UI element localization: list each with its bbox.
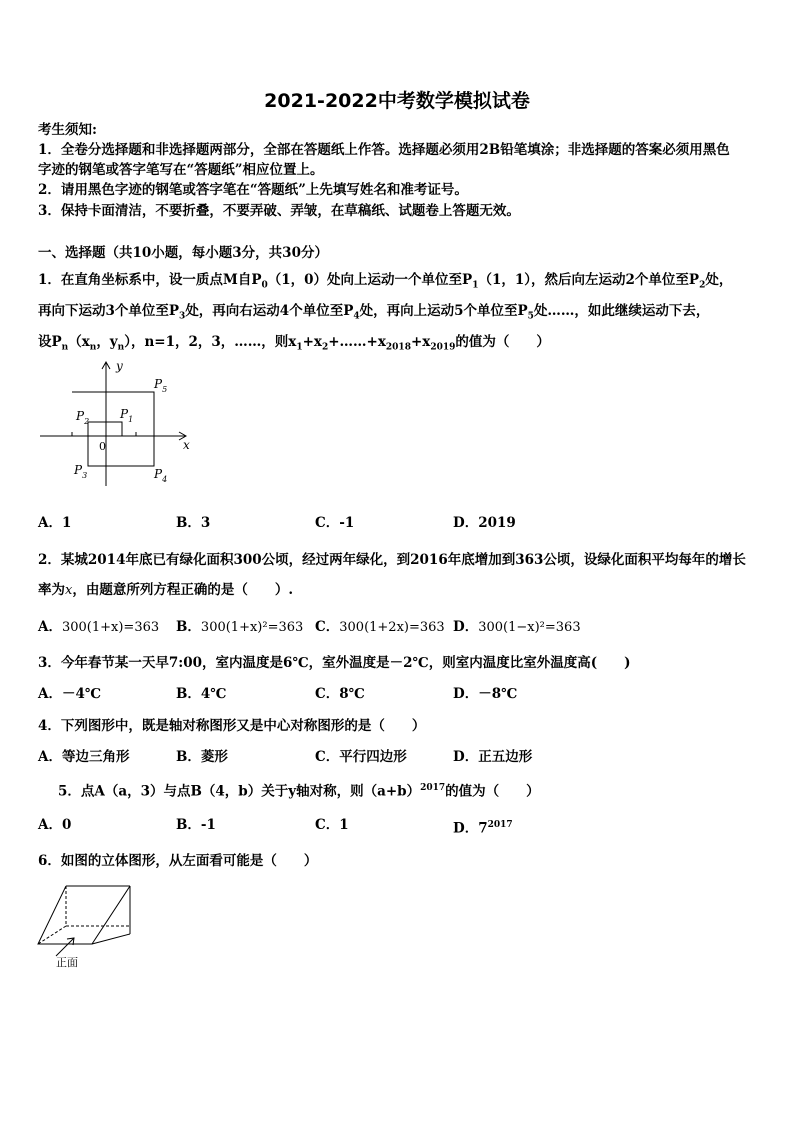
notice-item-1a: 1．全卷分选择题和非选择题两部分，全部在答题纸上作答。选择题必须用2B铅笔填涂；非选择题的答案必须用黑色 bbox=[38, 142, 730, 158]
front-view-label: 正面 bbox=[56, 956, 78, 969]
q6-solid-figure bbox=[34, 880, 144, 972]
q1-option-d[interactable]: D．2019 bbox=[453, 515, 516, 531]
fig-origin-label: 0 bbox=[99, 440, 106, 453]
q5-option-c[interactable]: C．1 bbox=[315, 817, 349, 833]
q2-line1: 2．某城2014年底已有绿化面积300公顷，经过两年绿化，到2016年底增加到363公顷，设绿化面积平均每年的增长 bbox=[38, 552, 746, 568]
q1-line3: 设$P_n(x_n$，$y_n$），n=1，2，3，……，则$x_1+x_2+\dots\dots+x_{2018}+x_{2019}$的值为（ ） bbox=[38, 334, 550, 353]
q5-option-a[interactable]: A．0 bbox=[38, 817, 72, 833]
q1-coordinate-figure bbox=[36, 356, 206, 496]
q5-option-d[interactable]: D．$7^{2017}$ bbox=[453, 820, 513, 837]
q5-option-b[interactable]: B．-1 bbox=[176, 817, 216, 833]
page-title: 2021-2022中考数学模拟试卷 bbox=[264, 90, 530, 112]
q2-option-c[interactable]: C．300(1+2x)=363 bbox=[315, 619, 445, 635]
q1-option-b[interactable]: B．3 bbox=[176, 515, 211, 531]
fig-x-label: x bbox=[183, 438, 190, 452]
q1-line1: 1．在直角坐标系中，设一质点M自$P_0(1$，0）处向上运动一个单位至$P_1(1$，1），然后向左运动2个单位至$P_2$处， bbox=[38, 272, 733, 291]
q4-option-a[interactable]: A．等边三角形 bbox=[38, 749, 130, 765]
q4-text: 4．下列图形中，既是轴对称图形又是中心对称图形的是（ ） bbox=[38, 718, 426, 734]
q2-option-a[interactable]: A．300(1+x)=363 bbox=[38, 619, 160, 635]
q4-option-b[interactable]: B．菱形 bbox=[176, 749, 228, 765]
fig-p5-label: $P_5$ bbox=[154, 377, 168, 394]
fig-p3-label: $P_3$ bbox=[74, 463, 88, 480]
q2-option-d[interactable]: D．300(1−x)²=363 bbox=[453, 619, 581, 635]
notice-item-3: 3．保持卡面清洁，不要折叠，不要弄破、弄皱，在草稿纸、试题卷上答题无效。 bbox=[38, 203, 520, 219]
q6-text: 6．如图的立体图形，从左面看可能是（ ） bbox=[38, 853, 318, 869]
fig-p2-label: $P_2$ bbox=[76, 409, 90, 426]
q3-option-a[interactable]: A．－4℃ bbox=[38, 686, 102, 702]
notice-item-2: 2．请用黑色字迹的钢笔或答字笔在“答题纸”上先填写姓名和准考证号。 bbox=[38, 182, 468, 198]
notice-item-1b: 字迹的钢笔或答字笔写在“答题纸”相应位置上。 bbox=[38, 162, 324, 178]
q1-line2: 再向下运动3个单位至$P_3$处，再向右运动4个单位至$P_4$处，再向上运动5个单位至$P_5$处……，如此继续运动下去， bbox=[38, 303, 710, 322]
q3-option-c[interactable]: C．8℃ bbox=[315, 686, 365, 702]
q4-option-c[interactable]: C．平行四边形 bbox=[315, 749, 407, 765]
q2-option-b[interactable]: B．300(1+x)²=363 bbox=[176, 619, 304, 635]
q3-option-b[interactable]: B．4℃ bbox=[176, 686, 227, 702]
q4-option-d[interactable]: D．正五边形 bbox=[453, 749, 533, 765]
notice-heading: 考生须知: bbox=[38, 122, 97, 138]
fig-p1-label: $P_1$ bbox=[120, 407, 134, 424]
section-heading: 一、选择题（共10小题，每小题3分，共30分） bbox=[38, 245, 328, 261]
q3-option-d[interactable]: D．－8℃ bbox=[453, 686, 518, 702]
fig-p4-label: $P_4$ bbox=[154, 467, 168, 484]
fig-y-label: y bbox=[116, 359, 123, 373]
q1-option-c[interactable]: C．-1 bbox=[315, 515, 355, 531]
q2-line2: 率为x，由题意所列方程正确的是（ ）. bbox=[38, 582, 294, 598]
q3-text: 3．今年春节某一天早7:00，室内温度是6℃，室外温度是－2℃，则室内温度比室外温度高( ) bbox=[38, 655, 631, 671]
q1-option-a[interactable]: A．1 bbox=[38, 515, 72, 531]
q5-text: 5．点A（a，3）与点B（4，b）关于y轴对称，则$(a+b)^{2017}$的值为（ ） bbox=[58, 783, 540, 800]
